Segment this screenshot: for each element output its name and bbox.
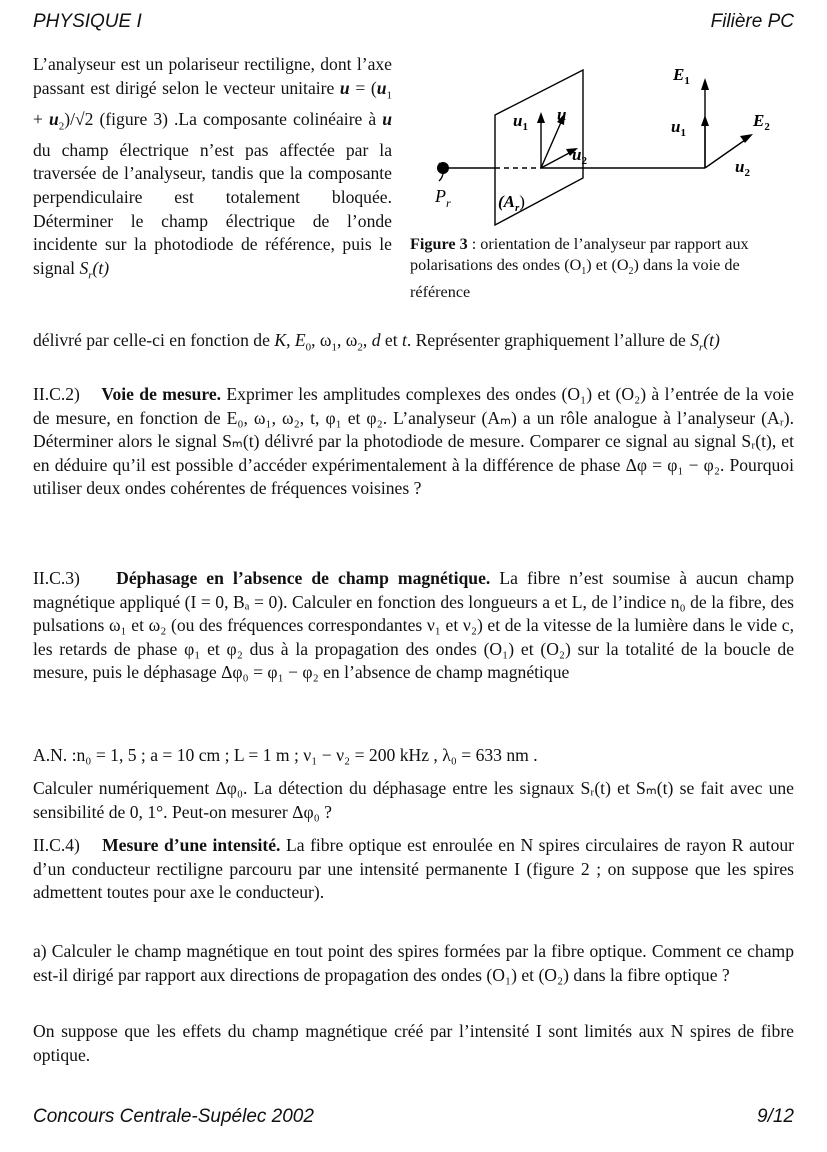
svg-text:u2: $u_2$ [572,145,587,167]
numeric-application: A.N. :n₀ = 1, 5 ; a = 10 cm ; L = 1 m ; ν₁ − ν₂ = 200 kHz , λ₀ = 633 nm . [33,745,538,765]
section-ii-c-4: II.C.4) Mesure d’une intensité. La fibre optique est enroulée en N spires circulaires de rayon R autour d’un conducteur rectiligne parcouru par une intensité permanente I (figure 2 ; on suppose que les spires admettent toutes pour axe le conducteur). [33,835,795,903]
intro-paragraph: L’analyseur est un polariseur rectiligne, dont l’axe passant est dirigé selon le vecteur unitaire $u = (u_1 + u_2)/√2$ (figure 3) .La composante colinéaire à u du champ électrique n’est pas affectée par la traversée de l’analyseur, tandis que la composante perpendiculaire est totalement bloquée. Déterminer le champ électrique de l’onde incidente sur la photodiode de référence, puis le signal $S_r(t)$ [33,54,392,282]
header-right: Filière PC [710,11,794,32]
source-point [437,162,449,174]
svg-text:u2: $u_2$ [735,157,750,179]
section-ii-c-2: II.C.2) Voie de mesure. Exprimer les amplitudes complexes des ondes (O₁) et (O₂) à l’entrée de la voie de mesure, en fonction de E₀, ω₁, ω₂, t, φ₁ et φ₂. L’analyseur (Aₘ) a un rôle analogue à l’analyseur (Aᵣ). Déterminer alors le signal Sₘ(t) délivré par la photodiode de mesure. Comparer ce signal au signal Sᵣ(t), et en déduire qu’il est possible d’accéder expérimentalement à la différence de phase Δφ = φ₁ − φ₂. Pourquoi utiliser deux ondes cohérentes de fréquences voisines ? [33,384,794,499]
intro-continuation: délivré par celle-ci en fonction de K, $E_0$, $\omega_1$, $\omega_2$, d et t. Représenter graphiquement l’allure de $S_r(t)$ [33,330,720,354]
closing-paragraph: On suppose que les effets du champ magnétique créé par l’intensité I sont limités aux N spires de fibre optique. [33,1021,794,1065]
question-a: a) Calculer le champ magnétique en tout point des spires formées par la fibre optique. Comment ce champ est-il dirigé par rapport aux directions de propagation des ondes (O₁) et (O₂) dans la fibre optique ? [33,941,794,985]
header-left: PHYSIQUE I [33,11,142,32]
svg-text:u1: $u_1$ [513,111,528,133]
footer-right: 9/12 [757,1106,794,1127]
figure-3-diagram [405,60,795,232]
svg-text:E1: $E_1$ [673,65,690,87]
svg-text:(Ar): $(A_r)$ [498,192,525,214]
numeric-question: Calculer numériquement Δφ₀. La détection du déphasage entre les signaux Sᵣ(t) et Sₘ(t) se fait avec une sensibilité de 0, 1°. Peut-on mesurer Δφ₀ ? [33,778,794,822]
svg-text:u: u [557,105,567,124]
section-ii-c-3: II.C.3) Déphasage en l’absence de champ magnétique. La fibre n’est soumise à aucun champ magnétique appliqué (I = 0, Bₐ = 0). Calculer en fonction des longueurs a et L, de l’indice n₀ de la fibre, des pulsations ω₁ et ω₂ (ou des fréquences correspondantes ν₁ et ν₂) et de la vitesse de la lumière dans le vide c, les retards de phase φ₁ et φ₂ dus à la propagation des ondes (O₁) et (O₂) sur la totalité de la boucle de mesure, puis le déphasage Δφ₀ = φ₁ − φ₂ en l’absence de champ magnétique [33,568,795,683]
svg-text:u1: $u_1$ [671,117,686,139]
section-title: Voie de mesure. [101,384,222,404]
footer-left: Concours Centrale-Supélec 2002 [33,1106,314,1127]
section-title: Déphasage en l’absence de champ magnétique. [116,568,491,588]
svg-text:E2: $E_2$ [753,111,770,133]
section-title: Mesure d’une intensité. [102,835,281,855]
figure-3-caption: Figure 3 : orientation de l’analyseur par rapport aux polarisations des ondes $(O_1)$ et $(O_2)$ dans la voie de référence [410,235,749,302]
svg-text:Pr: $P_r$ [435,186,451,210]
